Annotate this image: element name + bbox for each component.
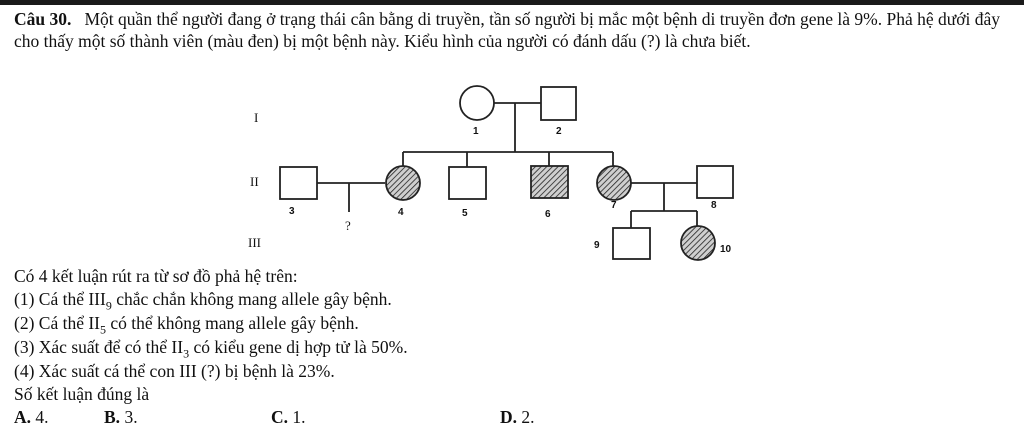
conclusion-1: (1) Cá thể $III_9$ chắc chắn không mang allele gây bệnh.: [14, 289, 392, 313]
option-a[interactable]: A. 4.: [14, 407, 49, 427]
individual-9-male: [613, 228, 650, 259]
generation-label-II: II: [250, 174, 259, 189]
individual-8-male: [697, 166, 733, 198]
conclusion-4: (4) Xác suất cá thể con III (?) bị bệnh là 23%.: [14, 361, 335, 381]
individual-4-female-affected: [386, 166, 420, 200]
question-body: Một quần thể người đang ở trạng thái cân bằng di truyền, tần số người bị mắc một bệnh di truyền đơn gene là 9%. Phả hệ dưới đây cho thấy một số thành viên (màu đen) bị một bệnh này. Kiểu hình của người có đánh dấu (?) là chưa biết.: [14, 9, 1001, 51]
individual-number-10: 10: [720, 244, 732, 255]
individual-number-4: 4: [398, 207, 404, 218]
conclusions-intro: Có 4 kết luận rút ra từ sơ đồ phả hệ trên:: [14, 266, 298, 286]
individual-number-1: 1: [473, 126, 479, 137]
individual-7-female-affected: [597, 166, 631, 200]
question-label: Câu 30.: [14, 9, 72, 29]
conclusion-2: (2) Cá thể $II_5$ có thể không mang allele gây bệnh.: [14, 313, 359, 337]
individual-number-5: 5: [462, 208, 468, 219]
individual-number-9: 9: [594, 240, 600, 251]
generation-label-I: I: [254, 110, 259, 125]
individual-number-6: 6: [545, 209, 551, 220]
individual-1-female: [460, 86, 494, 120]
individual-3-male: [280, 167, 317, 199]
individual-10-female-affected: [681, 226, 715, 260]
option-b[interactable]: B. 3.: [104, 407, 138, 427]
individual-5-male: [449, 167, 486, 199]
individual-number-7: 7: [611, 200, 617, 211]
individual-number-2: 2: [556, 126, 562, 137]
option-d[interactable]: D. 2.: [500, 407, 535, 427]
individual-number-8: 8: [711, 200, 717, 211]
unknown-child-mark: ?: [345, 218, 351, 233]
generation-label-III: III: [248, 235, 261, 250]
individual-6-male-affected: [531, 166, 568, 198]
individual-2-male: [541, 87, 576, 120]
option-c[interactable]: C. 1.: [271, 407, 306, 427]
conclusion-3: (3) Xác suất để có thể $II_3$ có kiểu gene dị hợp tử là 50%.: [14, 337, 408, 361]
question-prompt: Số kết luận đúng là: [14, 384, 150, 404]
individual-number-3: 3: [289, 206, 295, 217]
